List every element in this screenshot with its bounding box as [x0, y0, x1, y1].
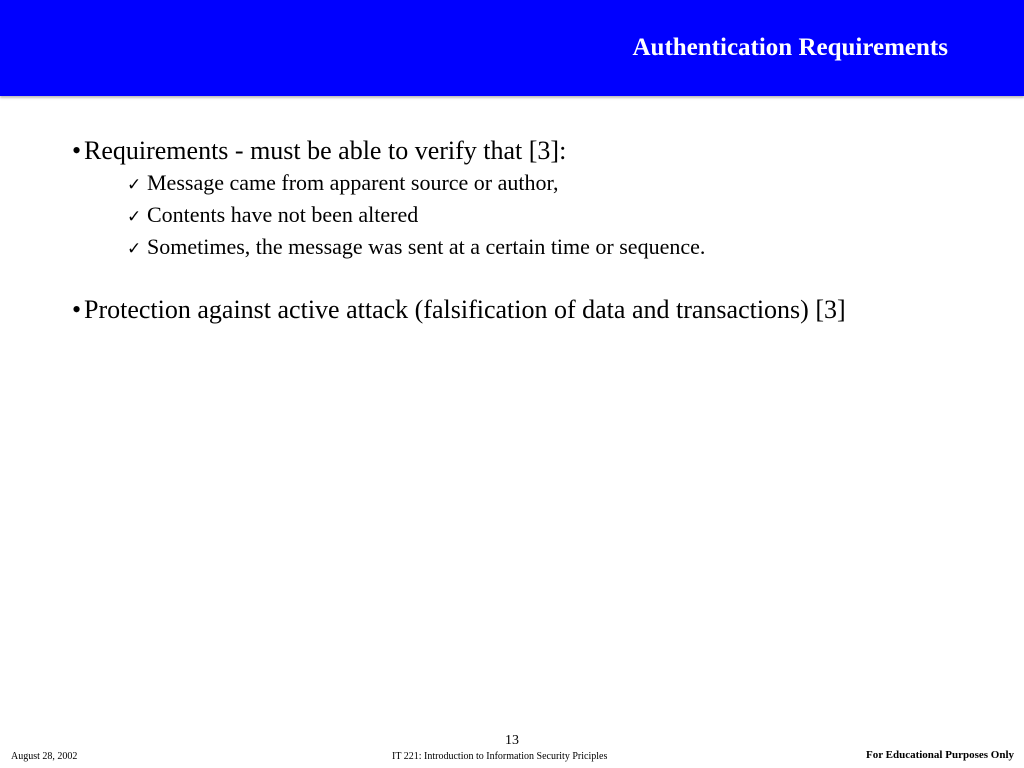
list-item-text: Sometimes, the message was sent at a certain time or sequence. [147, 234, 706, 259]
footer-course-title: IT 221: Introduction to Information Security Priciples [392, 751, 608, 762]
footer-notice: For Educational Purposes Only [865, 749, 1014, 761]
checkmark-icon: ✓ [127, 175, 142, 195]
checkmark-icon: ✓ [127, 207, 142, 227]
page-number: 13 [505, 733, 519, 748]
footer-date: August 28, 2002 [11, 751, 78, 762]
slide-content [72, 134, 972, 326]
checkmark-icon: ✓ [127, 239, 142, 259]
bullet-dot-icon: • [72, 295, 82, 324]
bullet-protection [72, 293, 972, 326]
slide-title: Authentication Requirements [632, 34, 948, 61]
checklist [127, 168, 972, 264]
list-item [127, 200, 972, 232]
list-item-text: Message came from apparent source or author, [147, 170, 559, 195]
bullet-requirements [72, 134, 972, 167]
list-item [127, 168, 972, 200]
bullet-dot-icon: • [72, 136, 82, 165]
list-item [127, 232, 972, 264]
bullet-text: Requirements - must be able to verify that [3]: [84, 136, 567, 165]
header-bar [0, 0, 1024, 96]
bullet-text: Protection against active attack (falsification of data and transactions) [3] [84, 295, 846, 324]
list-item-text: Contents have not been altered [147, 202, 419, 227]
